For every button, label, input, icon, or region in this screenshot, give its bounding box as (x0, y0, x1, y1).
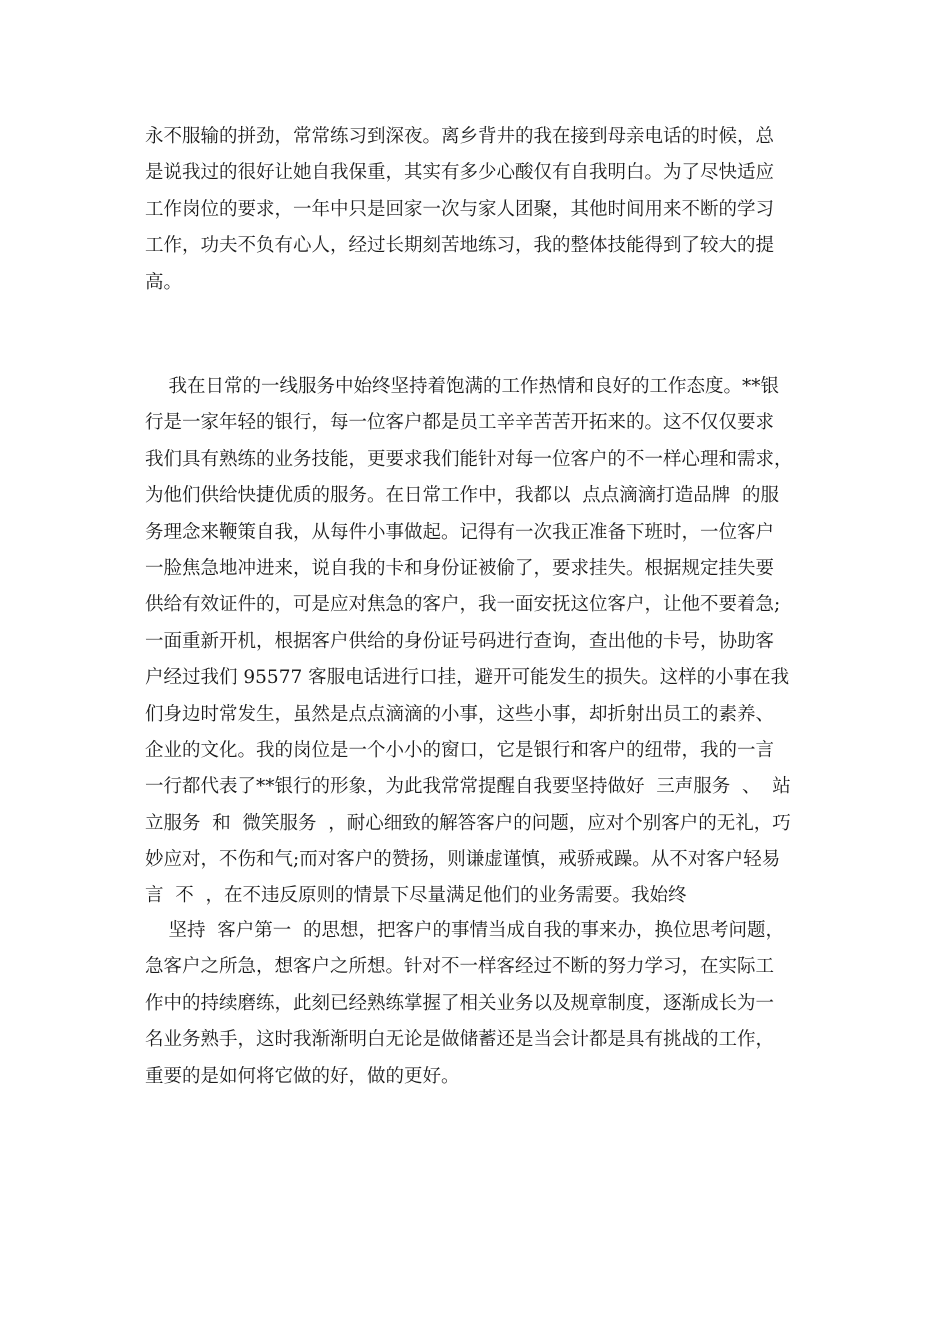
text-line: 为他们供给快捷优质的服务。在日常工作中，我都以 点点滴滴打造品牌 的服 (145, 485, 780, 507)
text-line: 立服务 和 微笑服务 ，耐心细致的解答客户的问题，应对个别客户的无礼，巧 (145, 812, 791, 834)
text-line: 高。 (145, 271, 183, 293)
text-line: 户经过我们 95577 客服电话进行口挂，避开可能发生的损失。这样的小事在我 (145, 667, 790, 689)
text-line: 言 不 ，在不违反原则的情景下尽量满足他们的业务需要。我始终 (145, 885, 687, 907)
text-line: 永不服输的拼劲，常常练习到深夜。离乡背井的我在接到母亲电话的时候，总 (145, 126, 775, 147)
text-line: 我在日常的一线服务中始终坚持着饱满的工作热情和良好的工作态度。**银 (145, 376, 780, 397)
text-line: 我们具有熟练的业务技能，更要求我们能针对每一位客户的不一样心理和需求， (145, 448, 793, 470)
text-line: 工作，功夫不负有心人，经过长期刻苦地练习，我的整体技能得到了较大的提 (145, 235, 775, 257)
text-line: 们身边时常发生，虽然是点点滴滴的小事，这些小事，却折射出员工的素养、 (145, 703, 775, 725)
text-line: 急客户之所急，想客户之所想。针对不一样客经过不断的努力学习，在实际工 (145, 956, 775, 978)
text-line: 是说我过的很好让她自我保重，其实有多少心酸仅有自我明白。为了尽快适应 (145, 162, 775, 184)
text-line: 行是一家年轻的银行，每一位客户都是员工辛辛苦苦开拓来的。这不仅仅要求 (145, 412, 775, 434)
paragraph-3 (145, 913, 815, 1095)
text-line: 作中的持续磨练，此刻已经熟练掌握了相关业务以及规章制度，逐渐成长为一 (145, 992, 775, 1014)
text-line: 一脸焦急地冲进来，说自我的卡和身份证被偷了，要求挂失。根据规定挂失要 (145, 557, 775, 579)
text-line: 供给有效证件的，可是应对焦急的客户，我一面安抚这位客户，让他不要着急; (145, 594, 781, 616)
text-line: 企业的文化。我的岗位是一个小小的窗口，它是银行和客户的纽带，我的一言 (145, 739, 775, 761)
text-line: 工作岗位的要求，一年中只是回家一次与家人团聚，其他时间用来不断的学习 (145, 198, 775, 220)
paragraph-2 (145, 369, 815, 915)
text-line: 妙应对，不伤和气;而对客户的赞扬，则谦虚谨慎，戒骄戒躁。从不对客户轻易 (145, 849, 781, 871)
text-line: 一行都代表了**银行的形象，为此我常常提醒自我要坚持做好 三声服务 、 站 (145, 776, 791, 798)
text-line: 坚持 客户第一 的思想，把客户的事情当成自我的事来办，换位思考问题， (145, 920, 785, 941)
paragraph-1 (145, 119, 815, 301)
text-line: 重要的是如何将它做的好，做的更好。 (145, 1065, 460, 1087)
text-line: 一面重新开机，根据客户供给的身份证号码进行查询，查出他的卡号，协助客 (145, 630, 775, 652)
text-line: 名业务熟手，这时我渐渐明白无论是做储蓄还是当会计都是具有挑战的工作， (145, 1029, 775, 1051)
text-line: 务理念来鞭策自我，从每件小事做起。记得有一次我正准备下班时，一位客户 (145, 521, 775, 543)
